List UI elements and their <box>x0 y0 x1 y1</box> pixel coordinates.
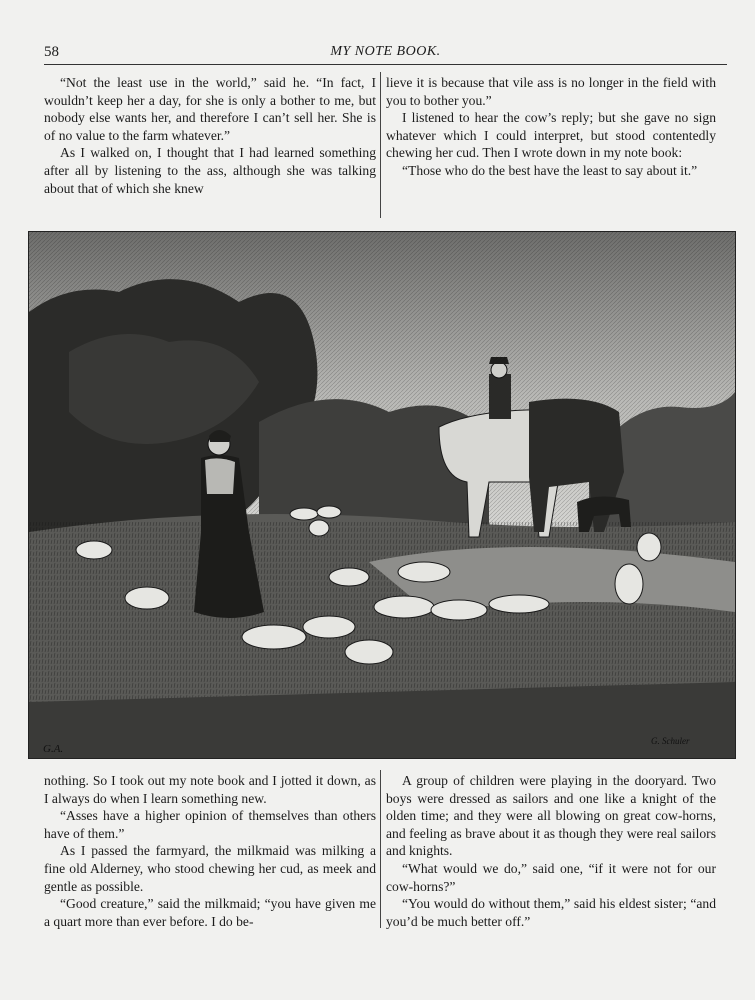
paragraph: As I passed the farmyard, the milkmaid was milking a fine old Alderney, who stood chewing her cud, as meek and gentle as possible. <box>44 843 376 894</box>
paragraph: “What would we do,” said one, “if it were not for our cow-horns?” <box>386 860 716 894</box>
paragraph: A group of children were playing in the dooryard. Two boys were dressed as sailors and one like a knight of the olden time; and they were all blowing on great cow-horns, and feeling as brave about it as though they were real sailors and knights. <box>386 773 716 859</box>
paragraph: lieve it is because that vile ass is no longer in the field with you to bother you.” <box>386 75 716 108</box>
header-rule <box>44 64 727 65</box>
paragraph: As I walked on, I thought that I had learned something after all by listening to the ass, although she was talking about that of which she knew <box>44 145 376 196</box>
paragraph: “Asses have a higher opinion of themselves than others have of them.” <box>44 808 376 841</box>
top-left-column <box>44 74 376 197</box>
page-number: 58 <box>44 44 59 60</box>
running-title: MY NOTE BOOK. <box>330 44 441 59</box>
paragraph: nothing. So I took out my note book and I jotted it down, as I always do when I learn something new. <box>44 773 376 806</box>
bottom-column-divider <box>380 770 381 928</box>
running-header <box>44 42 727 62</box>
paragraph: “You would do without them,” said his eldest sister; “and you’d be much better off.” <box>386 896 716 929</box>
paragraph: “Not the least use in the world,” said he. “In fact, I wouldn’t keep her a day, for she is only a bother to me, but nobody else wants her, and therefore I can’t sell her. She is of no value to the farm whatever.” <box>44 75 376 143</box>
illustration-engraving <box>28 231 736 759</box>
top-column-divider <box>380 72 381 218</box>
top-right-column <box>386 74 716 180</box>
bottom-right-column <box>386 772 716 930</box>
paragraph: I listened to hear the cow’s reply; but she gave no sign whatever which I could interpret, but stood contentedly chewing her cud. Then I wrote down in my note book: <box>386 110 716 161</box>
bottom-left-column <box>44 772 376 930</box>
engraver-signature: G. Schuler <box>651 736 690 746</box>
paragraph: “Good creature,” said the milkmaid; “you have given me a quart more than ever before. I do be- <box>44 896 376 929</box>
artist-monogram: G.A. <box>43 743 64 755</box>
paragraph: “Those who do the best have the least to say about it.” <box>402 162 698 178</box>
